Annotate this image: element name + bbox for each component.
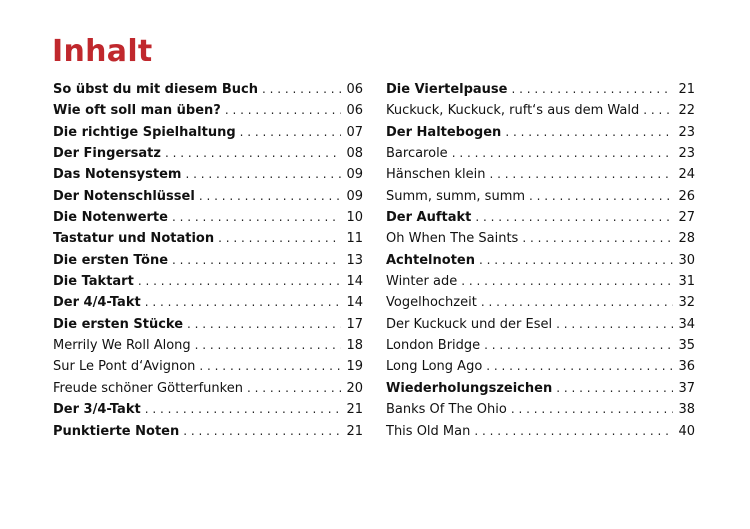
toc-entry-page: 23 — [678, 124, 695, 140]
toc-dot-leader — [461, 271, 673, 292]
toc-dot-leader — [490, 164, 674, 185]
toc-entry — [386, 292, 695, 313]
toc-entry — [386, 314, 695, 335]
toc-entry-title: Merrily We Roll Along — [53, 338, 191, 354]
toc-entry-title: Achtelnoten — [386, 252, 475, 268]
toc-entry-page: 26 — [678, 188, 695, 204]
toc-entry-page: 21 — [678, 82, 695, 97]
toc-entry-title: Winter ade — [386, 274, 458, 290]
toc-entry-page: 19 — [346, 359, 363, 375]
toc-dot-leader — [484, 335, 673, 356]
toc-entry-title: Long Long Ago — [386, 359, 483, 375]
toc-entry-page: 30 — [678, 252, 695, 268]
toc-entry — [53, 356, 363, 377]
toc-dot-leader — [138, 271, 341, 292]
toc-entry-title: Punktierte Noten — [53, 423, 180, 439]
toc-dot-leader — [247, 378, 341, 399]
toc-dot-leader — [481, 292, 673, 313]
toc-entry-title: Oh When The Saints — [386, 231, 519, 247]
toc-entry-page: 24 — [678, 167, 695, 183]
toc-entry-title: Der Haltebogen — [386, 124, 502, 140]
toc-dot-leader — [225, 100, 341, 121]
toc-entry — [53, 186, 363, 207]
toc-entry-page: 40 — [678, 423, 695, 439]
toc-entry — [386, 228, 695, 249]
toc-entry-page: 14 — [346, 274, 363, 290]
toc-entry-page: 38 — [678, 402, 695, 418]
toc-dot-leader — [643, 100, 673, 121]
toc-entry-page: 13 — [346, 252, 363, 268]
toc-entry-title: Der Kuckuck und der Esel — [386, 316, 553, 332]
toc-entry-title: So übst du mit diesem Buch — [53, 82, 259, 97]
toc-dot-leader — [240, 122, 341, 143]
toc-entry-title: Das Notensystem — [53, 167, 182, 183]
toc-entry-page: 08 — [346, 146, 363, 162]
toc-entry — [386, 378, 695, 399]
toc-entry — [386, 143, 695, 164]
toc-entry — [386, 79, 695, 100]
toc-entry-page: 10 — [346, 210, 363, 226]
toc-dot-leader — [187, 314, 341, 335]
toc-entry-title: Tastatur und Notation — [53, 231, 215, 247]
toc-entry-page: 35 — [678, 338, 695, 354]
toc-entry-page: 32 — [678, 295, 695, 311]
toc-dot-leader — [165, 143, 341, 164]
toc-entry — [386, 250, 695, 271]
toc-entry-title: This Old Man — [386, 423, 471, 439]
toc-entry — [53, 292, 363, 313]
toc-dot-leader — [185, 164, 341, 185]
toc-entry-page: 09 — [346, 167, 363, 183]
toc-entry — [53, 122, 363, 143]
toc-column-left — [53, 79, 363, 442]
toc-entry-title: Banks Of The Ohio — [386, 402, 507, 418]
toc-dot-leader — [556, 378, 673, 399]
toc-entry — [53, 314, 363, 335]
toc-entry-page: 27 — [678, 210, 695, 226]
toc-dot-leader — [218, 228, 341, 249]
toc-dot-leader — [479, 250, 673, 271]
toc-dot-leader — [529, 186, 673, 207]
toc-entry-title: Die richtige Spielhaltung — [53, 124, 236, 140]
toc-entry — [386, 271, 695, 292]
toc-entry — [53, 79, 363, 100]
toc-entry — [386, 356, 695, 377]
toc-entry-title: Kuckuck, Kuckuck, ruft‘s aus dem Wald — [386, 103, 640, 119]
toc-entry — [386, 399, 695, 420]
toc-dot-leader — [475, 207, 673, 228]
toc-dot-leader — [474, 421, 673, 442]
toc-dot-leader — [145, 292, 341, 313]
toc-dot-leader — [145, 399, 341, 420]
toc-dot-leader — [262, 79, 341, 100]
toc-entry — [53, 378, 363, 399]
toc-entry — [386, 122, 695, 143]
toc-entry — [53, 399, 363, 420]
toc-entry-title: Wie oft soll man üben? — [53, 103, 221, 119]
toc-entry — [53, 250, 363, 271]
toc-entry-page: 21 — [346, 423, 363, 439]
toc-dot-leader — [172, 207, 341, 228]
toc-entry-title: Barcarole — [386, 146, 448, 162]
toc-entry-page: 22 — [678, 103, 695, 119]
toc-entry-title: Die ersten Töne — [53, 252, 169, 268]
toc-entry-title: London Bridge — [386, 338, 481, 354]
toc-entry — [53, 228, 363, 249]
toc-dot-leader — [199, 356, 341, 377]
toc-dot-leader — [511, 399, 673, 420]
toc-dot-leader — [511, 79, 673, 100]
toc-entry — [386, 335, 695, 356]
toc-entry-page: 31 — [678, 274, 695, 290]
toc-entry-page: 14 — [346, 295, 363, 311]
toc-entry — [53, 421, 363, 442]
toc-entry-title: Sur Le Pont d‘Avignon — [53, 359, 196, 375]
toc-dot-leader — [199, 186, 341, 207]
toc-entry-page: 36 — [678, 359, 695, 375]
toc-entry-title: Hänschen klein — [386, 167, 486, 183]
toc-entry — [53, 271, 363, 292]
toc-entry-page: 17 — [346, 316, 363, 332]
toc-entry-page: 28 — [678, 231, 695, 247]
toc-entry-page: 34 — [678, 316, 695, 332]
toc-entry — [386, 164, 695, 185]
toc-entry — [53, 335, 363, 356]
toc-entry-page: 07 — [346, 124, 363, 140]
toc-entry — [53, 207, 363, 228]
toc-entry-page: 06 — [346, 103, 363, 119]
toc-entry-title: Der Fingersatz — [53, 146, 161, 162]
toc-entry — [386, 207, 695, 228]
toc-entry — [386, 100, 695, 121]
toc-dot-leader — [195, 335, 341, 356]
toc-dot-leader — [183, 421, 341, 442]
toc-entry-title: Der 4/4-Takt — [53, 295, 141, 311]
toc-column-right — [386, 79, 695, 442]
toc-entry-page: 20 — [346, 380, 363, 396]
toc-dot-leader — [522, 228, 673, 249]
toc-entry-page: 06 — [346, 82, 363, 97]
toc-entry — [53, 143, 363, 164]
toc-entry-page: 21 — [346, 402, 363, 418]
toc-entry-title: Der Auftakt — [386, 210, 472, 226]
toc-entry — [386, 421, 695, 442]
toc-entry-title: Summ, summ, summ — [386, 188, 526, 204]
toc-entry — [386, 186, 695, 207]
toc-entry — [53, 164, 363, 185]
toc-entry-title: Wiederholungszeichen — [386, 380, 553, 396]
toc-dot-leader — [172, 250, 341, 271]
toc-entry-page: 18 — [346, 338, 363, 354]
toc-entry-title: Der 3/4-Takt — [53, 402, 141, 418]
toc-dot-leader — [486, 356, 673, 377]
toc-entry-page: 37 — [678, 380, 695, 396]
toc-entry-page: 23 — [678, 146, 695, 162]
toc-entry-title: Die ersten Stücke — [53, 316, 184, 332]
toc-entry-title: Der Notenschlüssel — [53, 188, 195, 204]
toc-entry-page: 09 — [346, 188, 363, 204]
toc-entry — [53, 100, 363, 121]
toc-entry-title: Freude schöner Götterfunken — [53, 380, 243, 396]
toc-dot-leader — [452, 143, 673, 164]
toc-entry-title: Die Viertelpause — [386, 82, 508, 97]
toc-entry-page: 11 — [346, 231, 363, 247]
toc-entry-title: Die Taktart — [53, 274, 134, 290]
toc-dot-leader — [505, 122, 673, 143]
toc-dot-leader — [556, 314, 673, 335]
toc-entry-title: Vogelhochzeit — [386, 295, 477, 311]
toc-entry-title: Die Notenwerte — [53, 210, 168, 226]
page-title: Inhalt — [52, 34, 153, 69]
